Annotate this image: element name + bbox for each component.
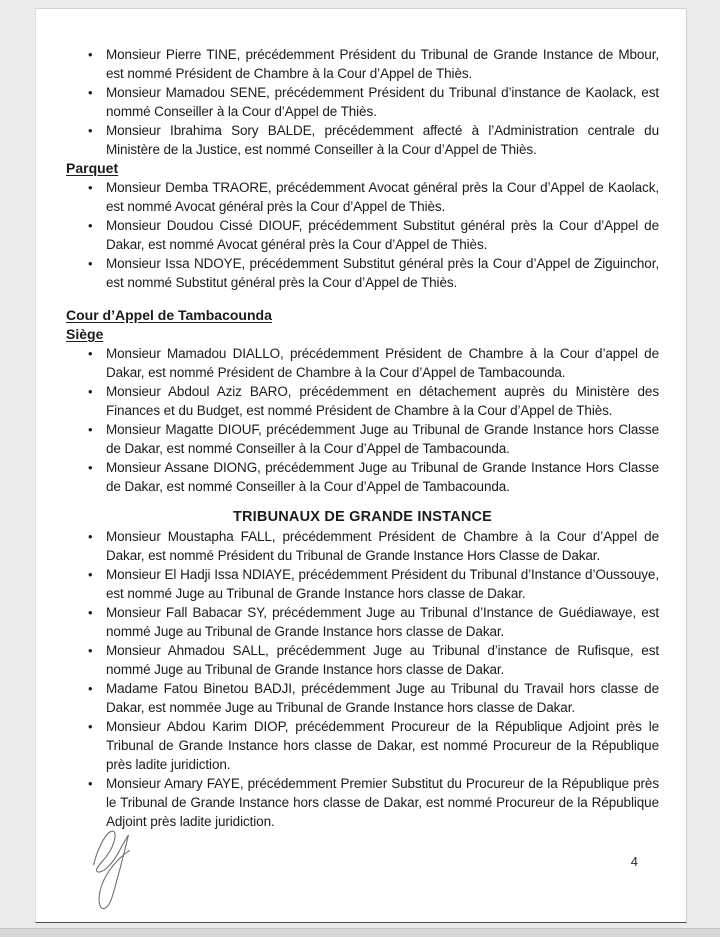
appointments-list-tgi (66, 527, 659, 831)
list-item: • Monsieur Pierre TINE, précédemment Président du Tribunal de Grande Instance de Mbour, est nommé Président de Chambre à la Cour d’Appel de Thiès. (66, 45, 659, 83)
list-item: • Monsieur Doudou Cissé DIOUF, précédemment Substitut général près la Cour d’Appel de Dakar, est nommé Avocat général près la Cour d’Appel de Thiès. (66, 216, 659, 254)
appointments-list-parquet (66, 178, 659, 292)
signature-scribble-icon (84, 815, 142, 915)
list-item: • Monsieur Ibrahima Sory BALDE, précédemment affecté à l’Administration centrale du Ministère de la Justice, est nommé Conseiller à la Cour d’Appel de Thiès. (66, 121, 659, 159)
section-heading-tambacounda: Cour d’Appel de Tambacounda (66, 307, 272, 323)
appointments-list-tambacounda (66, 344, 659, 496)
list-item: • Monsieur Ahmadou SALL, précédemment Juge au Tribunal d’instance de Rufisque, est nommé Juge au Tribunal de Grande Instance hors classe de Dakar. (66, 641, 659, 679)
list-item: • Monsieur Assane DIONG, précédemment Juge au Tribunal de Grande Instance Hors Classe de Dakar, est nommé Conseiller à la Cour d’Appel de Tambacounda. (66, 458, 659, 496)
list-item: • Monsieur Magatte DIOUF, précédemment Juge au Tribunal de Grande Instance hors Classe de Dakar, est nommé Conseiller à la Cour d’Appel de Tambacounda. (66, 420, 659, 458)
section-heading-parquet: Parquet (66, 160, 119, 176)
page-number: 4 (630, 854, 638, 869)
list-item: • Monsieur Mamadou DIALLO, précédemment Président de Chambre à la Cour d’appel de Dakar, est nommé Président de Chambre à la Cour d’Appel de Tambacounda. (66, 344, 659, 382)
document-page (35, 8, 687, 923)
section-heading-siege: Siège (66, 326, 104, 342)
list-item: • Monsieur Abdoul Aziz BARO, précédemment en détachement auprès du Ministère des Finances et du Budget, est nommé Président de Chambre à la Cour d’Appel de Thiès. (66, 382, 659, 420)
list-item: • Monsieur El Hadji Issa NDIAYE, précédemment Président du Tribunal d’Instance d’Oussouye, est nommé Juge au Tribunal de Grande Instance hors classe de Dakar. (66, 565, 659, 603)
list-item: • Monsieur Demba TRAORE, précédemment Avocat général près la Cour d’Appel de Kaolack, est nommé Avocat général près la Cour d’Appel de Thiès. (66, 178, 659, 216)
bottom-bar (0, 928, 720, 937)
list-item: • Monsieur Issa NDOYE, précédemment Substitut général près la Cour d’Appel de Ziguinchor, est nommé Substitut général près la Cour d’Appel de Thiès. (66, 254, 659, 292)
section-heading-tribunaux-grande-instance: TRIBUNAUX DE GRANDE INSTANCE (232, 509, 493, 525)
list-item: • Monsieur Abdou Karim DIOP, précédemment Procureur de la République Adjoint près le Tribunal de Grande Instance hors classe de Dakar, est nommé Procureur de la République près ladite juridiction. (66, 717, 659, 774)
list-item: • Monsieur Amary FAYE, précédemment Premier Substitut du Procureur de la République près le Tribunal de Grande Instance hors classe de Dakar, est nommé Procureur de la République Adjoint près ladite juridiction. (66, 774, 659, 831)
list-item: • Monsieur Mamadou SENE, précédemment Président du Tribunal d’instance de Kaolack, est nommé Conseiller à la Cour d’Appel de Thiès. (66, 83, 659, 121)
list-item: • Monsieur Fall Babacar SY, précédemment Juge au Tribunal d’Instance de Guédiawaye, est nommé Juge au Tribunal de Grande Instance hors classe de Dakar. (66, 603, 659, 641)
list-item: • Monsieur Moustapha FALL, précédemment Président de Chambre à la Cour d’Appel de Dakar, est nommé Président du Tribunal de Grande Instance Hors Classe de Dakar. (66, 527, 659, 565)
list-item: • Madame Fatou Binetou BADJI, précédemment Juge au Tribunal du Travail hors classe de Dakar, est nommée Juge au Tribunal de Grande Instance hors classe de Dakar. (66, 679, 659, 717)
appointments-list-thies-siege (66, 45, 659, 159)
